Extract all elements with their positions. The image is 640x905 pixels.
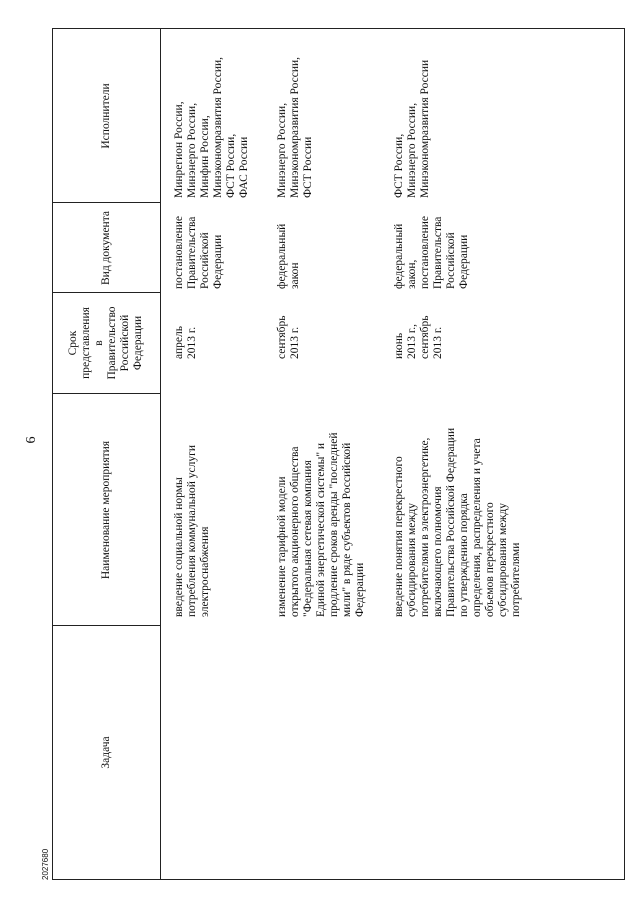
row-2-measure: изменение тарифной модели открытого акционерного общества "Федеральная сетевая компания Единой энергетической системы" и продление сроков аренды "последней мили" в ряде субъектов Российской Федерации	[276, 432, 366, 617]
row-1-measure: введение социальной нормы потребления коммунальной услуги электроснабжения	[173, 445, 211, 617]
page-number: 6	[24, 436, 39, 444]
row-3-deadline: июнь 2013 г., сентябрь 2013 г.	[393, 315, 444, 359]
header-task: Задача	[99, 736, 112, 769]
row-2-deadline: сентябрь 2013 г.	[276, 315, 301, 359]
row-2-doc-type: федеральный закон	[276, 223, 301, 289]
row-3-measure: введение понятия перекрестного субсидирования между потребителями в электроэнергетике, включающего полномочия Правительства Российской Федерации по утверждению порядка определения, распределения и учета объемов перекрестного субсидирования между потребителями	[393, 427, 522, 617]
document-code: 2027680	[41, 848, 50, 880]
row-2-executors: Минэнерго России, Минэкономразвития России, ФСТ России	[276, 56, 314, 198]
header-bottom-border	[160, 29, 161, 879]
row-1-deadline: апрель 2013 г.	[173, 326, 198, 359]
header-doc-type: Вид документа	[99, 211, 112, 285]
header-deadline: Срок представления в Правительство Российской Федерации	[67, 306, 144, 380]
header-executors: Исполнители	[99, 83, 112, 149]
row-1-executors: Минрегион России, Минэнерго России, Минфин России, Минэкономразвития России, ФСТ России, ФАС России	[173, 56, 250, 198]
rotated-page	[16, 30, 624, 880]
row-3-executors: ФСТ России, Минэнерго России, Минэкономразвития России	[393, 59, 431, 198]
header-measure: Наименование мероприятия	[99, 440, 112, 580]
row-1-doc-type: постановление Правительства Российской Федерации	[173, 215, 224, 289]
measures-table	[52, 28, 625, 880]
row-3-doc-type: федеральный закон, постановление Правительства Российской Федерации	[393, 215, 470, 289]
